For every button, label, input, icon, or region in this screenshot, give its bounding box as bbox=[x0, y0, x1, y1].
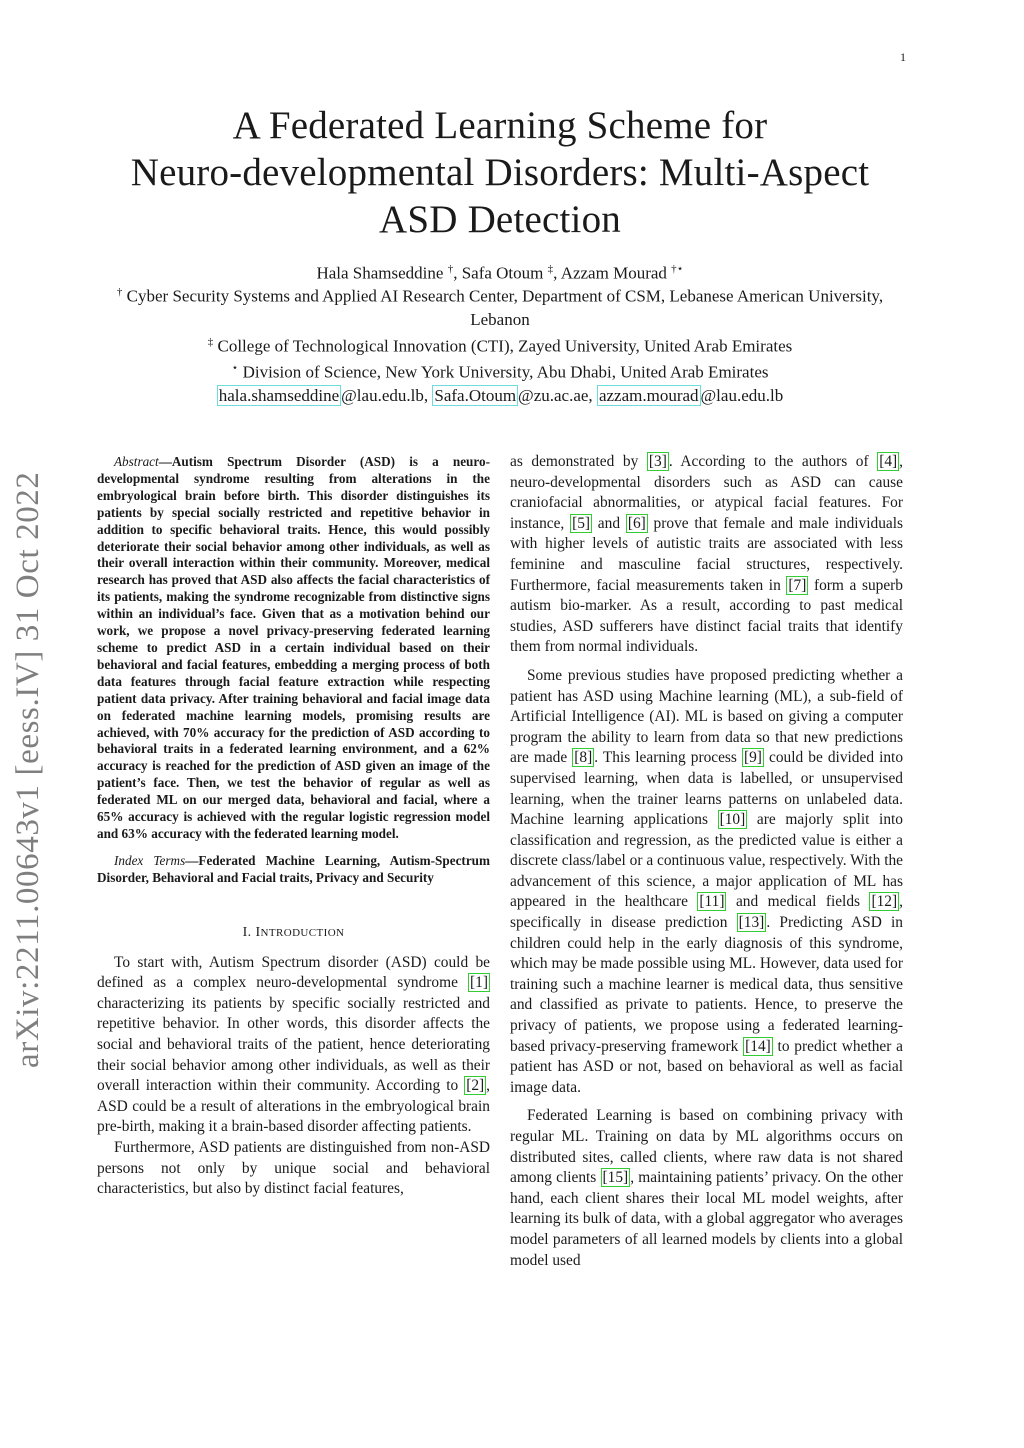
citation-link[interactable]: [2] bbox=[466, 1077, 485, 1095]
affiliation-2 bbox=[100, 331, 900, 358]
affiliation-1 bbox=[100, 281, 900, 331]
index-terms-label: Index Terms bbox=[114, 852, 186, 868]
author-mark: ‡ bbox=[547, 263, 554, 275]
intro-paragraph-3 bbox=[510, 666, 903, 1098]
citation-link[interactable]: [12] bbox=[871, 893, 898, 911]
email-link-3[interactable]: azzam.mourad bbox=[598, 385, 699, 405]
title-line-3: ASD Detection bbox=[379, 198, 621, 241]
paper-title bbox=[0, 102, 1000, 243]
citation-link[interactable]: [10] bbox=[719, 811, 746, 829]
index-terms bbox=[97, 853, 490, 887]
citation-link[interactable]: [14] bbox=[745, 1037, 771, 1055]
section-heading-introduction bbox=[97, 925, 490, 941]
paragraph-text: characterizing its patients by specific socially restricted and repetitive behavior. In other words, this disorder affects the social and behavioral traits of the patient, hence deteriorating their social behavior among other individuals, as well as their overall interaction within their community. According to bbox=[97, 994, 490, 1095]
citation-link[interactable]: [15] bbox=[602, 1169, 629, 1187]
email-line bbox=[100, 384, 900, 407]
affiliation-mark: ⋆ bbox=[231, 362, 239, 375]
citation-link[interactable]: [1] bbox=[470, 974, 488, 992]
email-domain: @lau.edu.lb bbox=[700, 385, 784, 405]
affiliation-text: Cyber Security Systems and Applied AI Research Center, Department of CSM, Lebanese American University, Lebanon bbox=[126, 286, 884, 329]
paragraph-text: as demonstrated by bbox=[510, 453, 647, 470]
author-name: Azzam Mourad bbox=[560, 263, 667, 283]
citation-link[interactable]: [13] bbox=[738, 914, 765, 932]
paragraph-text: and bbox=[592, 514, 626, 532]
abstract bbox=[97, 454, 490, 843]
section-initial: I bbox=[255, 924, 261, 940]
paragraph-text: form a superb autism bio-marker. As a result, according to past medical studies, ASD sufferers have distinct facial traits that identify them from normal individuals. bbox=[510, 576, 904, 656]
citation-link[interactable]: [7] bbox=[788, 576, 807, 594]
section-title-rest: NTRODUCTION bbox=[260, 926, 345, 939]
intro-paragraph-2-continued bbox=[510, 452, 903, 658]
affiliation-mark: ‡ bbox=[207, 335, 214, 348]
page-number: 1 bbox=[900, 50, 906, 64]
title-line-1: A Federated Learning Scheme for bbox=[232, 104, 768, 147]
intro-paragraph-1 bbox=[97, 953, 490, 1138]
paragraph-text: and medical fields bbox=[726, 893, 870, 911]
email-domain: @zu.ac.ae, bbox=[518, 385, 593, 405]
citation-link[interactable]: [5] bbox=[572, 514, 591, 532]
left-column bbox=[97, 454, 490, 1200]
affiliation-mark: † bbox=[116, 286, 123, 298]
paragraph-text: , specifically in disease prediction bbox=[510, 893, 903, 932]
affiliation-3 bbox=[100, 357, 900, 384]
citation-link[interactable]: [4] bbox=[879, 453, 898, 470]
index-terms-text: —Federated Machine Learning, Autism-Spectrum Disorder, Behavioral and Facial traits, Privacy and Security bbox=[97, 852, 490, 885]
paragraph-text: could be divided into supervised learning, when data is labelled, or unsupervised learning, when the trainer learns patterns on unlabeled data. Machine learning applications bbox=[510, 749, 904, 829]
intro-paragraph-2: Furthermore, ASD patients are distinguished from non-ASD persons not only by unique social and behavioral characteristics, but also by distinct facial features, bbox=[97, 1139, 490, 1198]
abstract-text: —Autism Spectrum Disorder (ASD) is a neuro-developmental syndrome resulting from alterations in the embryological brain before birth. This disorder distinguishes its patients by special socially restricted and repetitive behavior in addition to specific behavioral traits. Hence, this would possibly deteriorate their social behavior among other individuals, as well as their overall interaction within their community. Moreover, medical research has proved that ASD also affects the facial characteristics of its patients, making the syndrome recognizable from distinctive signs within an individual’s face. Given that as a motivation behind our work, we propose a novel privacy-preserving federated learning scheme to predict ASD in a certain individual based on their behavioral and facial features, embedding a merging process of both data features through facial feature extraction while respecting patient data privacy. After training behavioral and facial image data on federated machine learning models, promising results are achieved, with 70% accuracy for the prediction of ASD according to behavioral traits in a federated learning environment, and a 62% accuracy is reached for the prediction of ASD given an image of the patient’s face. Then, we test the behavior of regular as well as federated ML on our merged data, behavioral and facial, where a 65% accuracy is achieved with the regular logistic regression model and 63% accuracy with the federated learning model. bbox=[97, 454, 490, 841]
paragraph-text: . According to the authors of bbox=[668, 453, 878, 470]
paragraph-text: To start with, Autism Spectrum disorder (ASD) could be defined as a complex neuro-developmental syndrome bbox=[97, 953, 490, 992]
email-domain: @lau.edu.lb, bbox=[341, 385, 429, 405]
paragraph-text: , neuro-developmental disorders such as ASD can cause craniofacial abnormalities, or atypical facial features. For instance, bbox=[510, 453, 903, 532]
paragraph-text: . Predicting ASD in children could help in the early diagnosis of this syndrome, which may be made possible using ML. However, data used for training such a machine learner is medical data, thus sensitive and classified as private to patients. Hence, to preserve the privacy of patients, we propose using a federated learning-based privacy-preserving framework bbox=[510, 914, 904, 1055]
intro-paragraph-4 bbox=[510, 1106, 903, 1271]
paragraph-text: . This learning process bbox=[594, 749, 742, 767]
arxiv-identifier: arXiv:2211.00643v1 [eess.IV] 31 Oct 2022 bbox=[10, 471, 46, 1068]
author-mark: †⋆ bbox=[671, 263, 684, 275]
email-link-1[interactable]: hala.shamseddine bbox=[218, 385, 340, 405]
affiliations bbox=[100, 281, 900, 407]
email-link-2[interactable]: Safa.Otoum bbox=[434, 385, 517, 405]
right-column bbox=[510, 452, 903, 1271]
title-line-2: Neuro-developmental Disorders: Multi-Aspect bbox=[130, 151, 870, 194]
paragraph-text: , ASD could be a result of alterations in the embryological brain pre-birth, making it a brain-based disorder affecting patients. bbox=[97, 1077, 490, 1136]
paragraph-text: are majorly split into classification and regression, as the predicted value is either a discrete class/label or a continuous value, respectively. With the advancement of this science, a major application of ML has appeared in the healthcare bbox=[510, 811, 903, 911]
author-mark: † bbox=[447, 263, 454, 275]
citation-link[interactable]: [6] bbox=[627, 514, 646, 532]
paragraph-text: Some previous studies have proposed predicting whether a patient has ASD using Machine learning (ML), a sub-field of Artificial Intelligence (AI). ML is based on giving a computer program the ability to learn from data so that new predictions are made bbox=[510, 666, 903, 767]
abstract-label: Abstract bbox=[114, 454, 159, 469]
author-list: Hala Shamseddine †, Safa Otoum ‡, Azzam Mourad †⋆ bbox=[316, 263, 684, 283]
paragraph-text: Federated Learning is based on combining privacy with regular ML. Training on data by ML algorithms occurs on distributed sites, called clients, where raw data is not shared among clients bbox=[510, 1107, 903, 1187]
affiliation-text: College of Technological Innovation (CTI), Zayed University, United Arab Emirates bbox=[217, 336, 793, 356]
paragraph-text: to predict whether a patient has ASD or not, based on behavioral as well as facial image data. bbox=[510, 1037, 903, 1096]
section-numeral: I. bbox=[242, 924, 252, 940]
citation-link[interactable]: [9] bbox=[743, 749, 762, 767]
paragraph-text: prove that female and male individuals with higher levels of autistic traits are associated with less feminine and masculine facial structures, respectively. Furthermore, facial measurements taken in bbox=[510, 514, 903, 594]
affiliation-text: Division of Science, New York University, Abu Dhabi, United Arab Emirates bbox=[242, 362, 769, 382]
author-name: Hala Shamseddine bbox=[316, 263, 444, 283]
citation-link[interactable]: [8] bbox=[574, 749, 593, 767]
author-name: Safa Otoum bbox=[461, 263, 544, 283]
paragraph-text: , maintaining patients’ privacy. On the other hand, each client shares their local ML model weights, after learning its bulk of data, with a global aggregator who averages model parameters of all learned models by clients into a global model used bbox=[510, 1169, 903, 1269]
citation-link[interactable]: [11] bbox=[699, 893, 725, 911]
citation-link[interactable]: [3] bbox=[648, 453, 667, 470]
